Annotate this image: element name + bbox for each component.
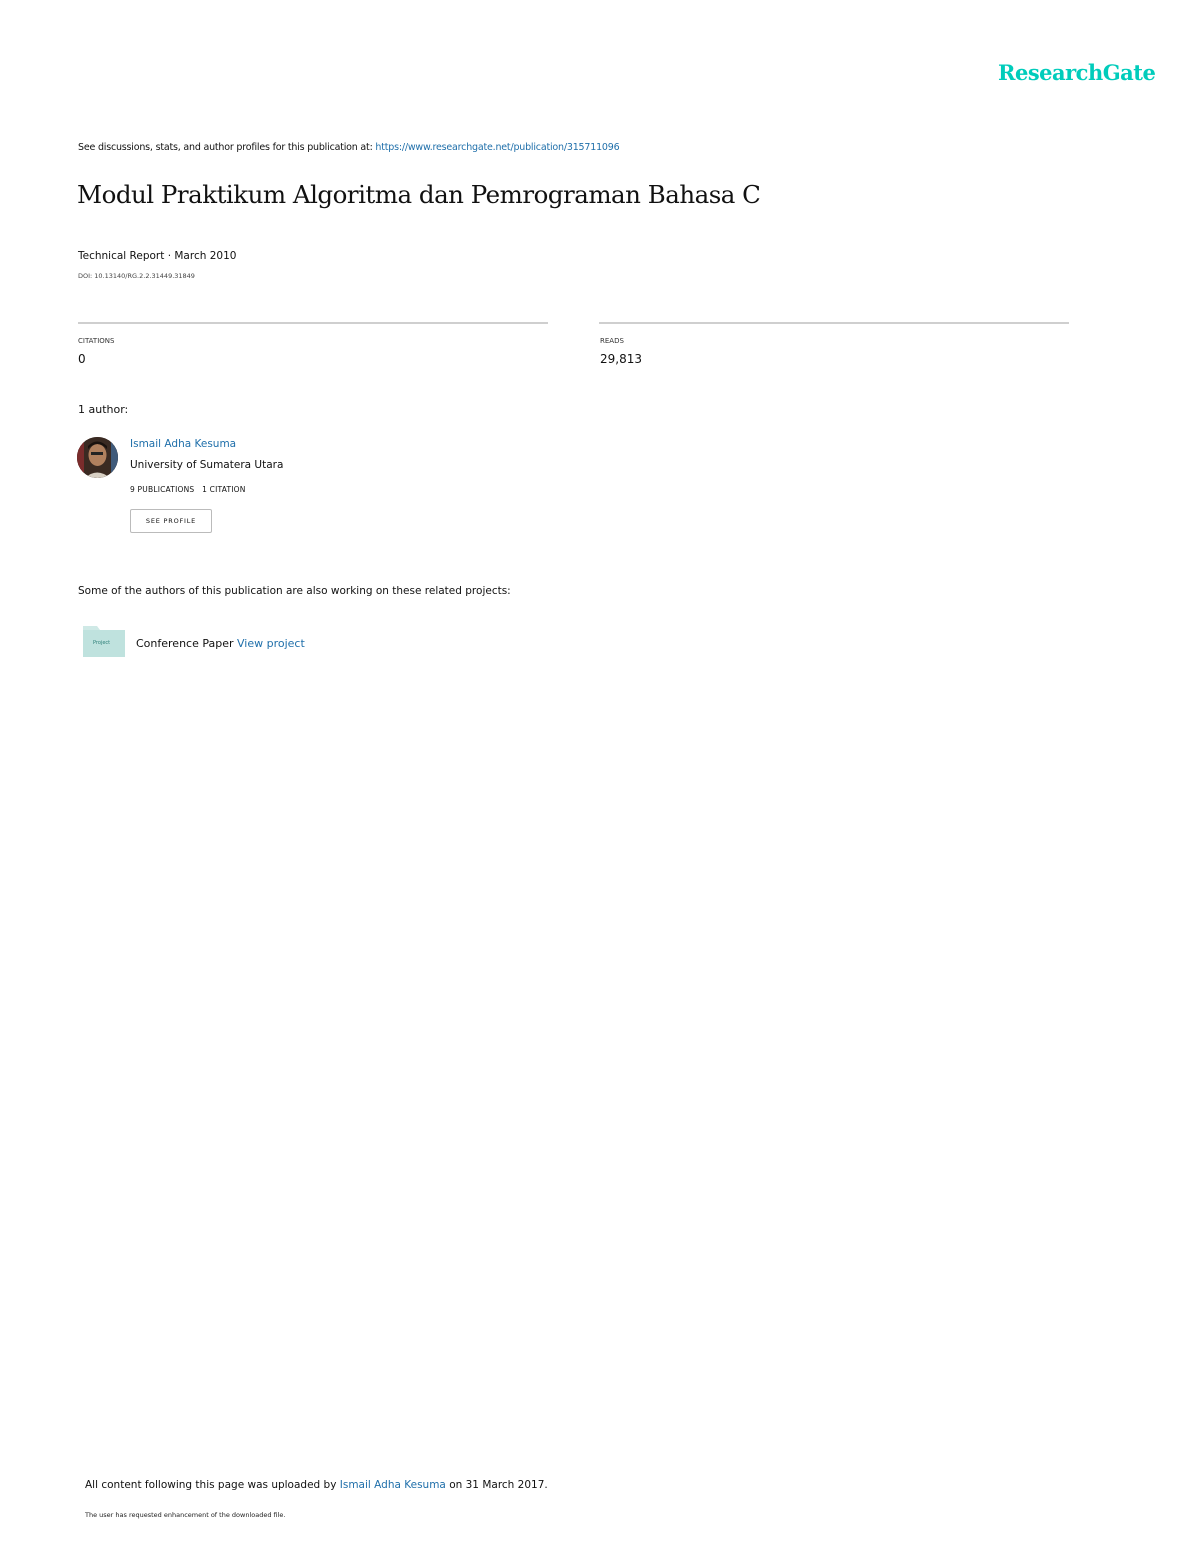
see-discussions-line bbox=[78, 142, 619, 153]
publication-url-link[interactable]: https://www.researchgate.net/publication/315711096 bbox=[375, 142, 620, 153]
footer-upload-line bbox=[85, 1479, 548, 1491]
author-institution: University of Sumatera Utara bbox=[130, 459, 284, 471]
project-name: Conference Paper bbox=[136, 637, 238, 650]
publication-title: Modul Praktikum Algoritma dan Pemrograman Bahasa C bbox=[77, 180, 761, 209]
uploader-link[interactable]: Ismail Adha Kesuma bbox=[339, 1479, 446, 1491]
avatar[interactable] bbox=[77, 437, 118, 478]
see-profile-button[interactable]: SEE PROFILE bbox=[130, 509, 212, 533]
view-project-link[interactable]: View project bbox=[237, 637, 305, 650]
see-discussions-text: See discussions, stats, and author profiles for this publication at: bbox=[78, 142, 376, 153]
citations-label: CITATIONS bbox=[78, 337, 115, 345]
publication-doi: DOI: 10.13140/RG.2.2.31449.31849 bbox=[78, 272, 195, 280]
citations-value: 0 bbox=[78, 352, 86, 366]
researchgate-logo: ResearchGate bbox=[998, 60, 1156, 85]
publication-meta: Technical Report · March 2010 bbox=[78, 250, 237, 262]
author-count: 1 author: bbox=[78, 403, 129, 416]
project-icon-label: Project bbox=[93, 640, 111, 646]
author-stats: 9 PUBLICATIONS 1 CITATION bbox=[130, 485, 246, 494]
related-projects-heading: Some of the authors of this publication are also working on these related projects: bbox=[78, 585, 511, 597]
avatar-photo bbox=[77, 437, 118, 478]
citations-divider bbox=[78, 322, 548, 324]
project-folder-icon bbox=[83, 623, 125, 657]
footer-upload-suffix: on 31 March 2017. bbox=[445, 1479, 548, 1491]
author-name-link[interactable]: Ismail Adha Kesuma bbox=[130, 438, 237, 450]
footer-note: The user has requested enhancement of the downloaded file. bbox=[85, 1511, 286, 1519]
footer-upload-prefix: All content following this page was uploaded by bbox=[85, 1479, 340, 1491]
reads-label: READS bbox=[600, 337, 624, 345]
reads-value: 29,813 bbox=[600, 352, 642, 366]
reads-divider bbox=[599, 322, 1069, 324]
project-line bbox=[136, 637, 305, 650]
